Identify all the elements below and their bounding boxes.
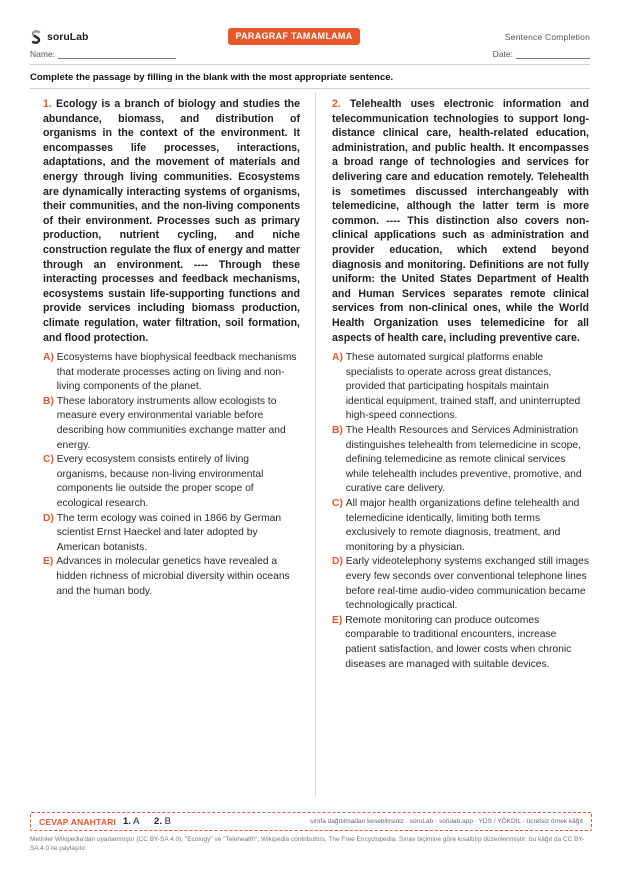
option-text: These laboratory instruments allow ecologists to measure every environmental variable before describing how communities exchange matter and energy. <box>56 395 286 451</box>
option-text: These automated surgical platforms enable specialists to operate across great distances, provided that participating hospitals maintain identical equipment, trained staff, and uninterrupted high-speed connections. <box>345 352 581 422</box>
name-field[interactable] <box>30 49 176 59</box>
question-2 <box>332 97 589 672</box>
question-2-number: 2. <box>332 98 341 110</box>
answer-key <box>30 812 592 831</box>
option-text: The term ecology was coined in 1866 by German scientist Ernst Haeckel and later adopted by American botanists. <box>56 512 282 553</box>
section-badge: PARAGRAF TAMAMLAMA <box>228 28 360 45</box>
option-c[interactable] <box>43 453 300 511</box>
option-text: Remote monitoring can produce outcomes comparable to traditional encounters, increase patient satisfaction, and lower costs when chronic diseases are managed with suitable devices. <box>345 614 572 670</box>
student-fields <box>30 49 590 61</box>
option-label: A) <box>43 352 54 364</box>
answer-1: 1. A <box>123 816 140 827</box>
answer-key-items <box>123 816 183 827</box>
option-label: D) <box>43 512 54 524</box>
option-d[interactable] <box>43 512 300 556</box>
option-label: E) <box>332 614 343 626</box>
question-1-text: Ecology is a branch of biology and studies the abundance, biomass, and distribution of organisms in the context of the environment. It encompasses life processes, interactions, adaptations, and the movement of materials and energy through living communities. Ecosystems are dynamically interacting systems of organisms, their communities, and the non-living components of their environment. Processes such as primary production, nutrient cycling, and niche construction regulate the flux of energy and matter through an environment. ---- Through these interacting processes and feedback mechanisms, ecosystems sustain life-supporting functions and provide services including biomass production, climate regulation, water filtration, soil formation, and flood protection. <box>43 98 300 344</box>
answer-2: 2. B <box>154 816 171 827</box>
option-c[interactable] <box>332 497 589 555</box>
option-label: A) <box>332 352 343 364</box>
option-text: All major health organizations define telehealth and telemedicine identically, limiting both terms exclusively to remote diagnosis, treatment, and monitoring by a physician. <box>345 498 580 553</box>
answer-key-note: sınıfa dağıtılmadan kesebilirsiniz · soruLab · sorulab.app · YDS / YÖKDİL · ücretsiz örnek kâğıt <box>309 818 583 825</box>
date-blank[interactable] <box>516 49 590 59</box>
question-2-options <box>332 351 589 672</box>
option-text: Early videotelephony systems exchanged still images every few seconds over conventional telephone lines before real-time audio-video communication became technologically practical. <box>345 556 589 612</box>
name-label: Name: <box>30 49 56 59</box>
option-text: Every ecosystem consists entirely of living organisms, because non-living environmental components lie outside the proper scope of ecological research. <box>56 454 264 510</box>
column-divider <box>315 92 316 797</box>
sorulab-logo-icon <box>30 30 42 44</box>
option-d[interactable] <box>332 555 589 613</box>
option-text: Advances in molecular genetics have revealed a hidden richness of microbial diversity within oceans and the human body. <box>56 556 290 597</box>
document-type: Sentence Completion <box>504 32 590 42</box>
option-e[interactable] <box>43 555 300 599</box>
date-field[interactable] <box>493 49 590 59</box>
answer-key-title: CEVAP ANAHTARI <box>39 817 117 827</box>
question-1-passage <box>43 97 300 345</box>
name-blank[interactable] <box>58 49 176 59</box>
page-header <box>30 28 590 48</box>
question-2-passage <box>332 97 589 345</box>
option-text: The Health Resources and Services Administration distinguishes telehealth from telemedicine in scope, defining telemedicine as remote clinical services while telehealth includes preventive, promotive, and curative care delivery. <box>345 425 582 495</box>
option-b[interactable] <box>43 395 300 453</box>
option-label: D) <box>332 556 343 568</box>
header-divider <box>30 64 590 65</box>
option-b[interactable] <box>332 424 589 497</box>
option-a[interactable] <box>43 351 300 395</box>
brand-name: soruLab <box>47 31 89 43</box>
date-label: Date: <box>492 49 513 59</box>
option-label: B) <box>332 425 343 437</box>
option-label: C) <box>332 498 343 510</box>
option-label: E) <box>43 556 54 568</box>
option-e[interactable] <box>332 614 589 672</box>
option-a[interactable] <box>332 351 589 424</box>
question-2-text: Telehealth uses electronic information and telecommunication technologies to support long-distance clinical care, health-related education, administration, and public health. It encompasses a broad range of technologies and services for delivering care and education remotely. Telehealth is sometimes discussed interchangeably with telemedicine, although the latter term is more common. ---- This distinction also covers non-clinical applications such as administration and provider education, which extend beyond diagnosis and monitoring. Definitions are not fully uniform: the United States Department of Health and Human Services separates remote clinical services from non-clinical ones, while the World Health Organization uses telemedicine for all aspects of health care, including preventive care. <box>332 98 589 344</box>
question-1-number: 1. <box>43 98 52 110</box>
question-1 <box>43 97 300 599</box>
instruction-divider <box>30 88 590 89</box>
license-footer: Metinler Wikipedia'dan uyarlanmıştır (CC BY-SA 4.0): "Ecology" ve "Telehealth"; Wikipedia contributors, The Free Encyclopedia. Sınav biçimine göre kısaltılıp düzenlenmiştir; bu kâğıt da CC BY-SA 4.0 ile paylaşılır. <box>30 836 585 852</box>
question-1-options <box>43 351 300 599</box>
option-label: B) <box>43 395 54 407</box>
option-label: C) <box>43 454 54 466</box>
brand <box>30 30 88 44</box>
option-text: Ecosystems have biophysical feedback mechanisms that moderate processes acting on living and non-living components of the planet. <box>56 352 297 393</box>
instruction-text: Complete the passage by filling in the blank with the most appropriate sentence. <box>30 72 394 83</box>
